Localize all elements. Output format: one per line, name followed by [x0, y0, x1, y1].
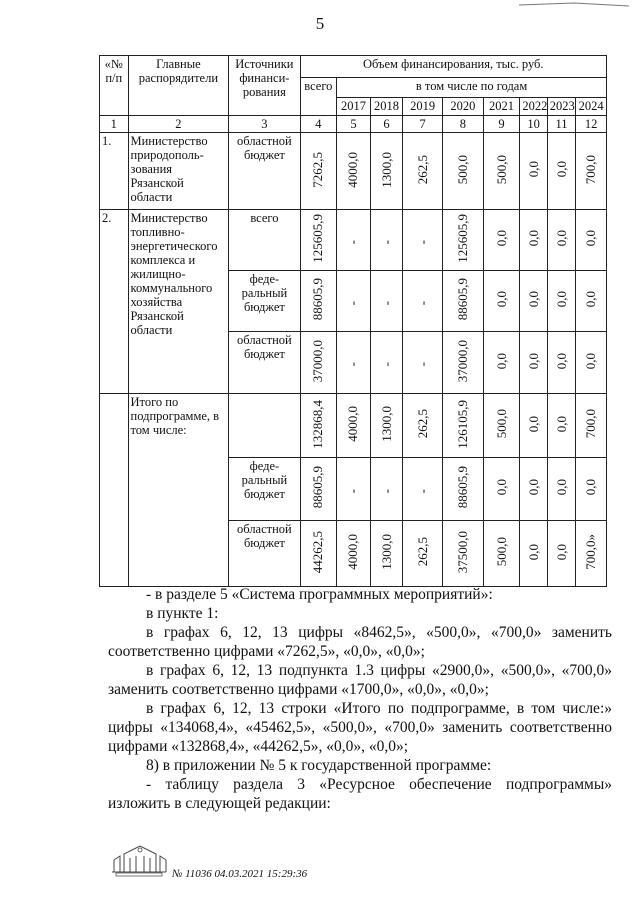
value-cell: -	[337, 332, 371, 394]
value-cell: 1300,0	[370, 521, 403, 587]
header-funding: Объем финансирования, тыс. руб.	[300, 56, 606, 78]
paragraph: в пункте 1:	[146, 605, 219, 622]
value-cell: -	[370, 458, 403, 521]
year-2022: 2022	[520, 98, 547, 116]
row-num	[100, 394, 129, 587]
value-cell: 500,0	[442, 133, 483, 210]
source-label: областной бюджет	[229, 133, 300, 210]
source-label	[229, 394, 300, 458]
funding-table	[99, 55, 607, 587]
col-number: 12	[576, 116, 607, 133]
value-cell: 132868,4	[300, 394, 337, 458]
value-cell: 0,0	[576, 210, 607, 271]
value-cell: 0,0	[520, 394, 547, 458]
paragraph: в графах 6, 12, 13 цифры «8462,5», «500,0», «700,0» заменить соответственно цифрами «7262,5», «0,0», «0,0»;	[108, 624, 612, 660]
value-cell: 126105,9	[442, 394, 483, 458]
value-cell: 0,0	[547, 133, 576, 210]
page-number: 5	[315, 14, 325, 33]
value-cell: 500,0	[483, 521, 520, 587]
distributor-name: Министерство топливно-энергетического комплекса и жилищно-коммунального хозяйства Рязанской области	[128, 210, 229, 394]
value-cell: 0,0	[483, 458, 520, 521]
value-cell: -	[403, 210, 443, 271]
col-number: 5	[337, 116, 371, 133]
year-2023: 2023	[547, 98, 576, 116]
value-cell: -	[403, 271, 443, 332]
value-cell: 262,5	[403, 394, 443, 458]
registration-stamp: № 11036 04.03.2021 15:29:36	[172, 868, 308, 880]
value-cell: 4000,0	[337, 394, 371, 458]
value-cell: 0,0	[576, 332, 607, 394]
source-label: феде-ральный бюджет	[229, 271, 300, 332]
value-cell: 37000,0	[442, 332, 483, 394]
paragraph: - в разделе 5 «Система программных мероприятий»:	[146, 586, 493, 603]
col-number: 1	[100, 116, 129, 133]
year-2024: 2024	[576, 98, 607, 116]
col-number: 4	[300, 116, 337, 133]
value-cell: 0,0	[483, 332, 520, 394]
source-label: всего	[229, 210, 300, 271]
value-cell: -	[403, 458, 443, 521]
col-number: 6	[370, 116, 403, 133]
value-cell: -	[337, 210, 371, 271]
value-cell: -	[337, 458, 371, 521]
year-2019: 2019	[403, 98, 443, 116]
year-2017: 2017	[337, 98, 371, 116]
value-cell: 0,0	[520, 133, 547, 210]
header-num: «№ п/п	[100, 56, 129, 116]
row-num: 2.	[100, 210, 129, 394]
value-cell: 0,0	[520, 210, 547, 271]
value-cell: 0,0	[547, 458, 576, 521]
value-cell: 500,0	[483, 133, 520, 210]
value-cell: 0,0	[576, 458, 607, 521]
value-cell: -	[370, 271, 403, 332]
value-cell: 0,0	[547, 332, 576, 394]
value-cell: 0,0	[483, 271, 520, 332]
col-number: 7	[403, 116, 443, 133]
col-number: 2	[128, 116, 229, 133]
paragraph: в графах 6, 12, 13 подпункта 1.3 цифры «2900,0», «500,0», «700,0» заменить соответственно цифрами «1700,0», «0,0», «0,0»;	[108, 662, 612, 698]
source-label: феде-ральный бюджет	[229, 458, 300, 521]
header-by-years: в том числе по годам	[337, 78, 607, 98]
value-cell: 0,0	[547, 210, 576, 271]
value-cell: 0,0	[520, 332, 547, 394]
value-cell: -	[337, 271, 371, 332]
value-cell: 125605,9	[300, 210, 337, 271]
year-2018: 2018	[370, 98, 403, 116]
value-cell: 0,0	[576, 271, 607, 332]
value-cell: 262,5	[403, 133, 443, 210]
paragraph: в графах 6, 12, 13 строки «Итого по подпрограмме, в том числе:» цифры «134068,4», «45462,5», «500,0», «700,0» заменить соответственно цифрами «132868,4», «44262,5», «0,0», «0,0»;	[108, 700, 612, 755]
value-cell: 0,0	[547, 521, 576, 587]
value-cell: 37500,0	[442, 521, 483, 587]
value-cell: 44262,5	[300, 521, 337, 587]
value-cell: 0,0	[520, 458, 547, 521]
value-cell: 1300,0	[370, 394, 403, 458]
value-cell: -	[403, 332, 443, 394]
col-number: 8	[442, 116, 483, 133]
paragraph: - таблицу раздела 3 «Ресурсное обеспечение подпрограммы» изложить в следующей редакции:	[108, 776, 612, 812]
scan-mark	[514, 0, 634, 8]
value-cell: 0,0	[520, 521, 547, 587]
distributor-name: Министерство природополь-зования Рязанской области	[128, 133, 229, 210]
col-number: 11	[547, 116, 576, 133]
registry-stamp-icon	[110, 842, 168, 878]
row-num: 1.	[100, 133, 129, 210]
value-cell: 500,0	[483, 394, 520, 458]
source-label: областной бюджет	[229, 332, 300, 394]
value-cell: 1300,0	[370, 133, 403, 210]
header-total: всего	[300, 78, 337, 116]
source-label: областной бюджет	[229, 521, 300, 587]
value-cell: 88605,9	[300, 271, 337, 332]
distributor-name: Итого по подпрограмме, в том числе:	[128, 394, 229, 587]
value-cell: 700,0»	[576, 521, 607, 587]
header-distributors: Главные распорядители	[128, 56, 229, 116]
value-cell: 262,5	[403, 521, 443, 587]
value-cell: 88605,9	[442, 458, 483, 521]
value-cell: 700,0	[576, 394, 607, 458]
value-cell: 37000,0	[300, 332, 337, 394]
year-2021: 2021	[483, 98, 520, 116]
header-sources: Источники финанси-рования	[229, 56, 300, 116]
value-cell: 0,0	[483, 210, 520, 271]
value-cell: 700,0	[576, 133, 607, 210]
year-2020: 2020	[442, 98, 483, 116]
value-cell: -	[370, 210, 403, 271]
value-cell: 0,0	[547, 271, 576, 332]
col-number: 10	[520, 116, 547, 133]
paragraph: 8) в приложении № 5 к государственной программе:	[146, 757, 492, 774]
value-cell: 0,0	[520, 271, 547, 332]
amendment-text	[108, 585, 612, 813]
value-cell: 88605,9	[300, 458, 337, 521]
value-cell: 125605,9	[442, 210, 483, 271]
col-number: 9	[483, 116, 520, 133]
value-cell: 7262,5	[300, 133, 337, 210]
value-cell: 88605,9	[442, 271, 483, 332]
value-cell: -	[370, 332, 403, 394]
value-cell: 4000,0	[337, 521, 371, 587]
value-cell: 0,0	[547, 394, 576, 458]
value-cell: 4000,0	[337, 133, 371, 210]
col-number: 3	[229, 116, 300, 133]
